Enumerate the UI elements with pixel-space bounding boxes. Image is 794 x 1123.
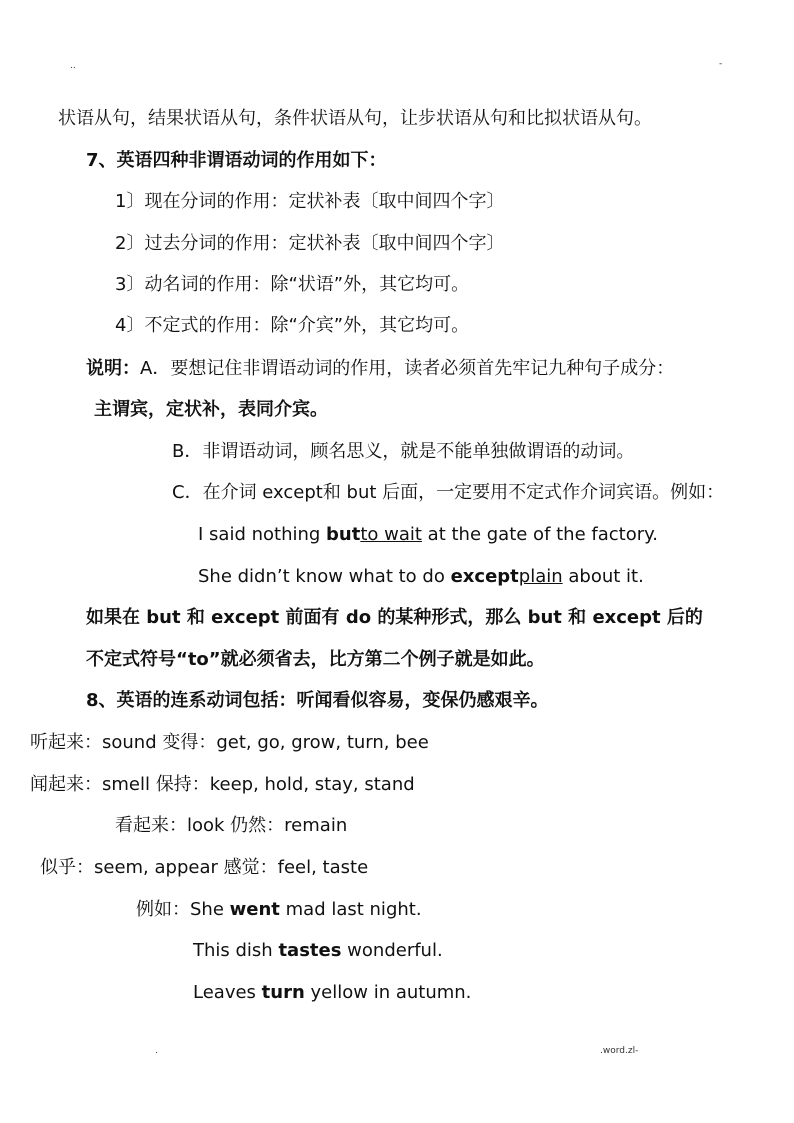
linking-example-3-verb: turn <box>261 982 305 1003</box>
section7-item-3: 3〕动名词的作用：除“状语”外，其它均可。 <box>115 274 470 295</box>
linking-verb-row-3: 看起来：look 仍然：remain <box>115 815 348 836</box>
linking-verb-row-1: 听起来：sound 变得：get, go, grow, turn, bee <box>30 732 429 753</box>
linking-example-1-verb: went <box>229 899 280 920</box>
linking-example-2-post: wonderful. <box>341 940 443 961</box>
example2-underlined: plain <box>518 566 563 587</box>
section7-item-2: 2〕过去分词的作用：定状补表〔取中间四个字〕 <box>115 233 505 254</box>
rule-line-2: 不定式符号“to”就必须省去，比方第二个例子就是如此。 <box>86 649 545 670</box>
note-c: C．在介词 except和 but 后面，一定要用不定式作介词宾语。例如： <box>172 482 725 503</box>
example1-pre: I said nothing <box>198 524 327 545</box>
rule-line-1: 如果在 but 和 except 前面有 do 的某种形式，那么 but 和 except 后的 <box>86 607 703 628</box>
header-right-mark: - <box>719 59 723 69</box>
example2-post: about it. <box>562 566 644 587</box>
intro-paragraph: 状语从句，结果状语从句，条件状语从句，让步状语从句和比拟状语从句。 <box>58 108 652 129</box>
example2-bold: except <box>450 566 519 587</box>
section8-heading: 8、英语的连系动词包括：听闻看似容易，变保仍感艰辛。 <box>86 690 549 711</box>
note-label: 说明： <box>86 358 140 379</box>
example-sentence-2 <box>198 565 644 589</box>
footer-right-mark: .word.zl- <box>600 1046 639 1056</box>
footer-left-mark: . <box>155 1046 158 1056</box>
example1-bold: but <box>326 524 361 545</box>
linking-example-3-pre: Leaves <box>193 982 262 1003</box>
note-b: B．非谓语动词，顾名思义，就是不能单独做谓语的动词。 <box>172 441 635 462</box>
linking-example-3-post: yellow in autumn. <box>304 982 472 1003</box>
linking-verb-row-4: 似乎：seem, appear 感觉：feel, taste <box>40 857 369 878</box>
note-a-line <box>86 357 674 381</box>
example1-underlined: to wait <box>360 524 422 545</box>
linking-example-3 <box>193 981 471 1005</box>
linking-example-2-verb: tastes <box>278 940 342 961</box>
linking-example-1 <box>136 898 422 922</box>
linking-example-2-pre: This dish <box>193 940 279 961</box>
note-a-text: A．要想记住非谓语动词的作用，读者必须首先牢记九种句子成分： <box>140 358 675 379</box>
linking-verb-row-2: 闻起来：smell 保持：keep, hold, stay, stand <box>30 774 415 795</box>
example-sentence-1 <box>198 523 658 547</box>
section7-heading: 7、英语四种非谓语动词的作用如下： <box>86 150 387 171</box>
section7-item-4: 4〕不定式的作用：除“介宾”外，其它均可。 <box>115 315 470 336</box>
note-a-key-phrase: 主谓宾，定状补，表同介宾。 <box>94 399 328 420</box>
linking-example-1-post: mad last night. <box>279 899 422 920</box>
examples-label: 例如： <box>136 899 190 920</box>
example2-pre: She didn’t know what to do <box>198 566 451 587</box>
header-left-mark: .. <box>70 61 76 71</box>
linking-example-1-pre: She <box>190 899 230 920</box>
linking-example-2 <box>193 939 443 963</box>
example1-post: at the gate of the factory. <box>421 524 658 545</box>
section7-item-1: 1〕现在分词的作用：定状补表〔取中间四个字〕 <box>115 191 505 212</box>
